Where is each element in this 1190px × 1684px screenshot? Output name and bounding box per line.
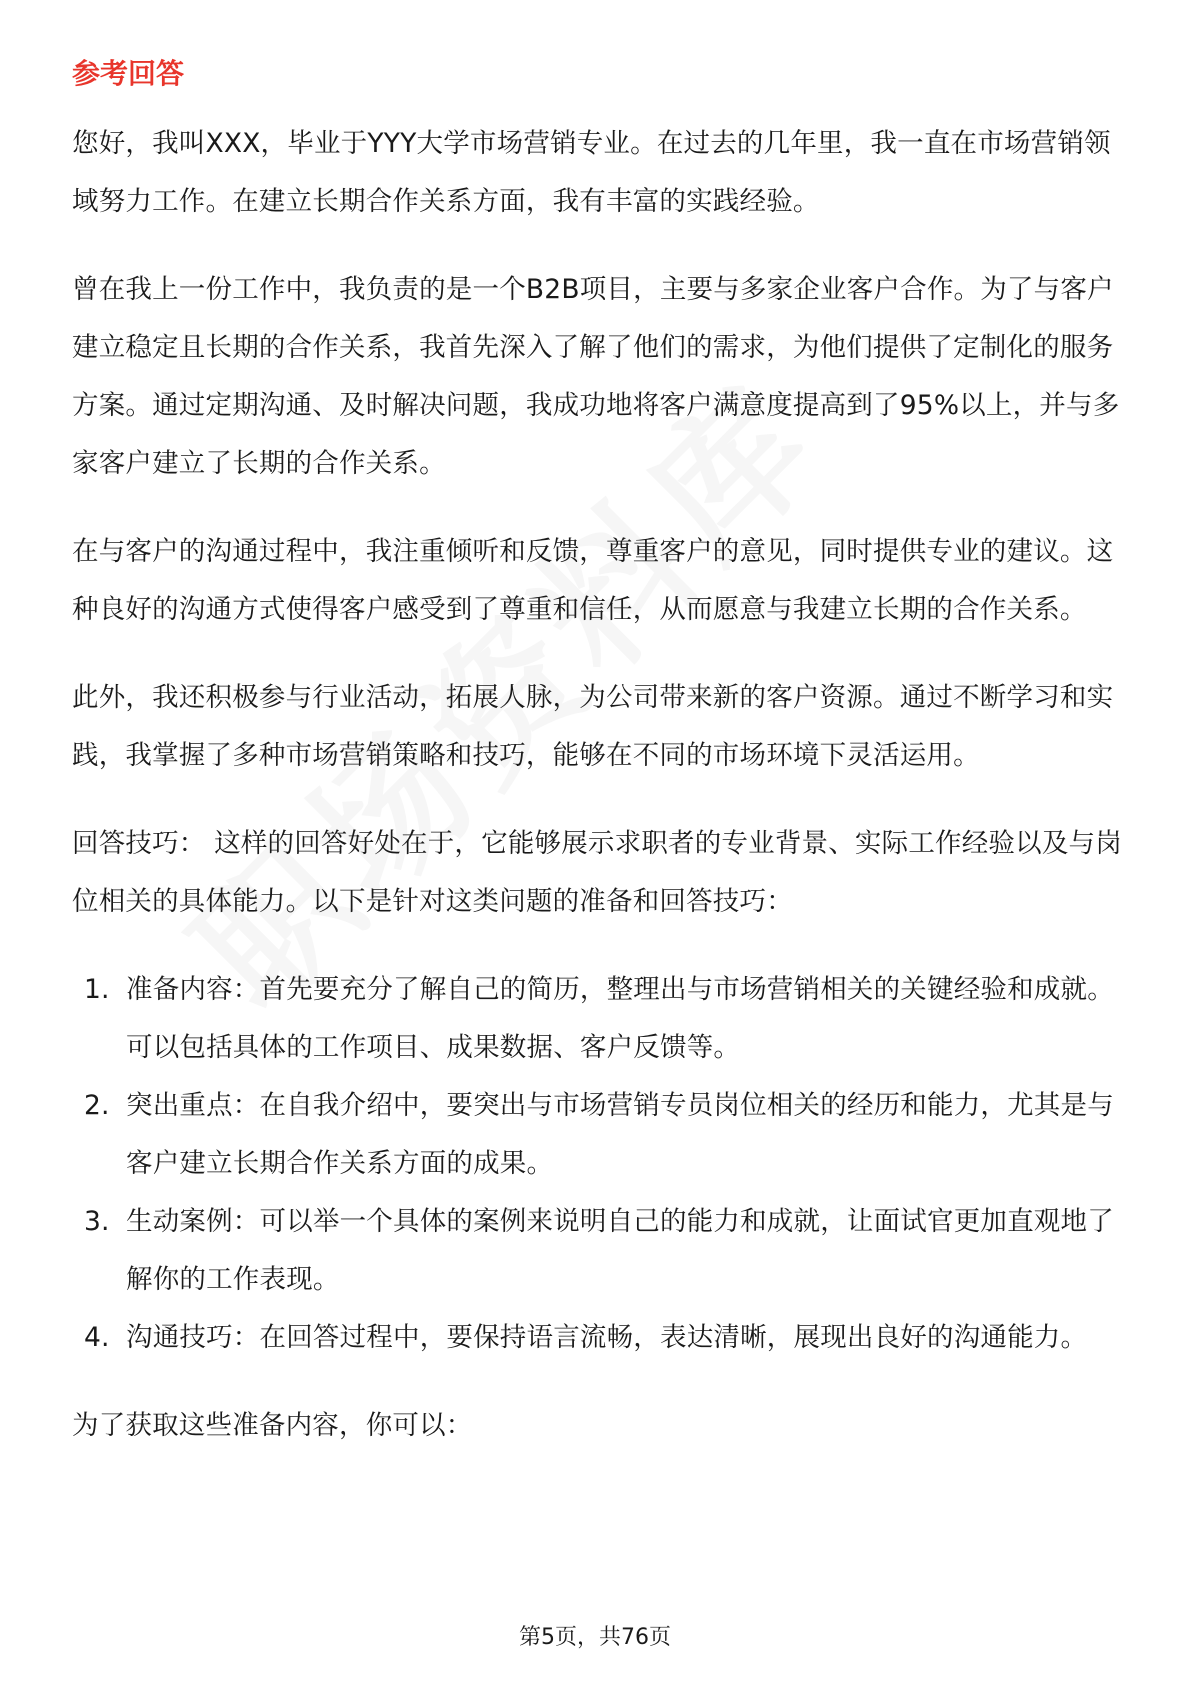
- paragraph-answer-tips: 回答技巧： 这样的回答好处在于，它能够展示求职者的专业背景、实际工作经验以及与岗位相关的具体能力。以下是针对这类问题的准备和回答技巧：: [72, 828, 1122, 917]
- list-item: [72, 1077, 1122, 1193]
- paragraph-b2b-experience: 曾在我上一份工作中，我负责的是一个B2B项目，主要与多家企业客户合作。为了与客户建立稳定且长期的合作关系，我首先深入了解了他们的需求，为他们提供了定制化的服务方案。通过定期沟通、及时解决问题，我成功地将客户满意度提高到了95%以上，并与多家客户建立了长期的合作关系。: [72, 274, 1120, 479]
- list-text: 生动案例：可以举一个具体的案例来说明自己的能力和成就，让面试官更加直观地了解你的工作表现。: [126, 1206, 1114, 1295]
- list-text: 沟通技巧：在回答过程中，要保持语言流畅，表达清晰，展现出良好的沟通能力。: [126, 1322, 1088, 1353]
- paragraph-networking: 此外，我还积极参与行业活动，拓展人脉，为公司带来新的客户资源。通过不断学习和实践，我掌握了多种市场营销策略和技巧，能够在不同的市场环境下灵活运用。: [72, 682, 1114, 771]
- paragraph-closing: 为了获取这些准备内容，你可以：: [72, 1410, 473, 1441]
- list-number: 3.: [84, 1206, 110, 1237]
- list-item: [72, 961, 1122, 1077]
- list-item: [72, 1309, 1122, 1367]
- paragraph-communication: 在与客户的沟通过程中，我注重倾听和反馈，尊重客户的意见，同时提供专业的建议。这种良好的沟通方式使得客户感受到了尊重和信任，从而愿意与我建立长期的合作关系。: [72, 536, 1114, 625]
- paragraph-intro: 您好，我叫XXX，毕业于YYY大学市场营销专业。在过去的几年里，我一直在市场营销领域努力工作。在建立长期合作关系方面，我有丰富的实践经验。: [72, 128, 1111, 217]
- answer-body: [72, 115, 1122, 1485]
- list-number: 4.: [84, 1322, 110, 1353]
- page-number: 第5页，共76页: [519, 1625, 671, 1650]
- tips-list: [72, 961, 1122, 1367]
- list-number: 2.: [84, 1090, 110, 1121]
- list-item: [72, 1193, 1122, 1309]
- list-text: 突出重点：在自我介绍中，要突出与市场营销专员岗位相关的经历和能力，尤其是与客户建立长期合作关系方面的成果。: [126, 1090, 1114, 1179]
- list-number: 1.: [84, 974, 110, 1005]
- list-text: 准备内容：首先要充分了解自己的简历，整理出与市场营销相关的关键经验和成就。可以包括具体的工作项目、成果数据、客户反馈等。: [126, 974, 1114, 1063]
- section-heading: 参考回答: [72, 57, 185, 90]
